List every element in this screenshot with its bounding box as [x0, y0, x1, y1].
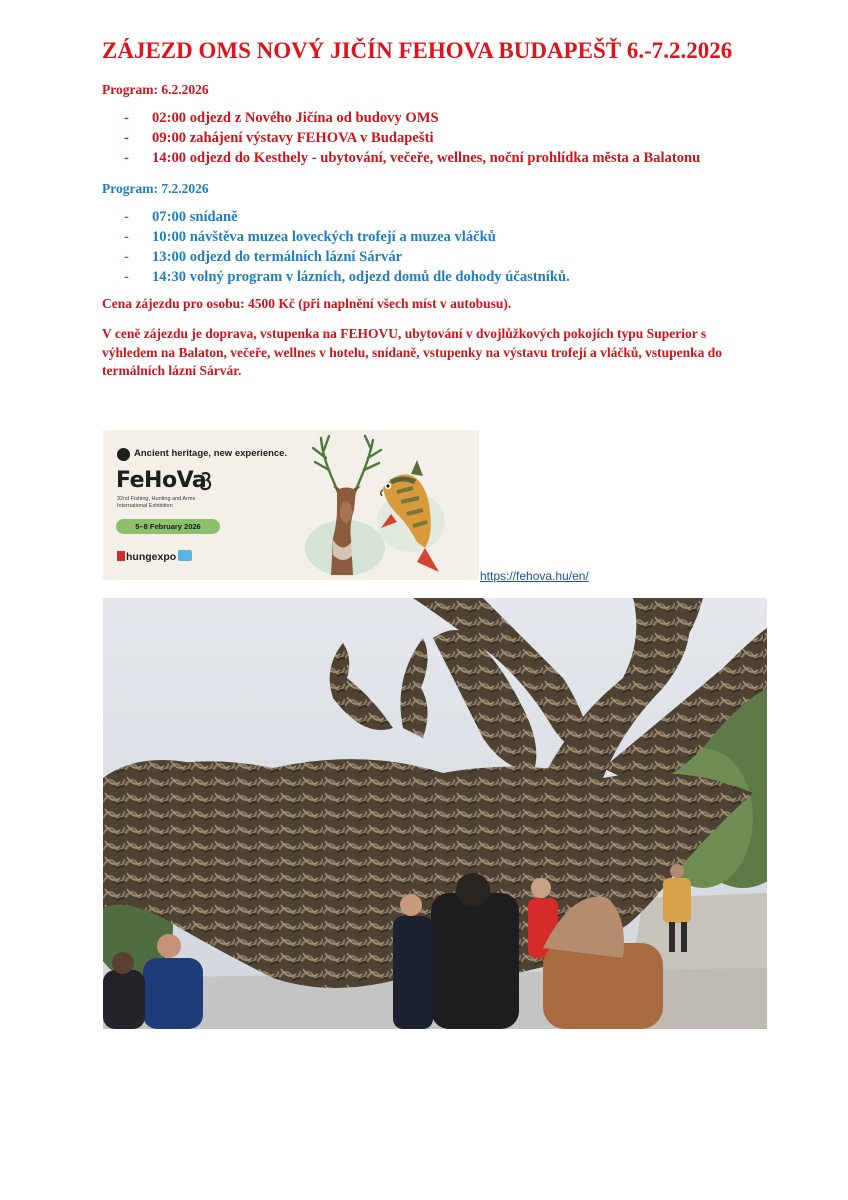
list-item: - 14:30 volný program v lázních, odjezd domů dle dohody účastníků.: [124, 269, 570, 285]
list-item: - 13:00 odjezd do termálních lázní Sárvár: [124, 249, 403, 265]
fehova-banner: [103, 430, 479, 580]
fehova-website-link[interactable]: https://fehova.hu/en/: [480, 569, 589, 583]
program-day1-list: [102, 108, 700, 168]
brand-logo-text: FeHoVa: [116, 468, 207, 493]
list-item: - 09:00 zahájení výstavy FEHOVA v Budapešti: [124, 130, 434, 146]
brand-mark-icon: [199, 470, 213, 492]
list-item: - 10:00 návštěva muzea loveckých trofejí a muzea vláčků: [124, 229, 496, 245]
antler-sculpture-photo: [103, 598, 767, 1029]
deer-fish-illustration: [293, 430, 479, 580]
program-day1-label: Program: 6.2.2026: [102, 82, 209, 97]
badge-icon: [117, 448, 130, 461]
banner-dates: 5–8 February 2026: [116, 519, 220, 534]
banner-tagline: Ancient heritage, new experience.: [134, 448, 288, 459]
list-item: - 14:00 odjezd do Kesthely - ubytování, večeře, wellnes, noční prohlídka města a Balatonu: [124, 150, 701, 166]
program-day2-list: [102, 207, 570, 287]
includes-paragraph: V ceně zájezdu je doprava, vstupenka na FEHOVU, ubytování v dvojlůžkových pokojích typu Superior s výhledem na Balaton, večeře, wellnes v hotelu, snídaně, vstupenky na výstavu trofejí a vláčků, vstupenka do termálních lázní Sárvár.: [102, 326, 723, 378]
page-title: ZÁJEZD OMS NOVÝ JIČÍN FEHOVA BUDAPEŠŤ 6.-7.2.2026: [102, 38, 733, 63]
list-item: - 07:00 snídaně: [124, 209, 238, 225]
price-line: Cena zájezdu pro osobu: 4500 Kč (při naplnění všech míst v autobusu).: [102, 296, 512, 311]
banner-subline: 32nd Fishing, Hunting and Arms International Exhibition: [117, 496, 196, 509]
hungexpo-logo: hungexpo: [117, 550, 192, 564]
deer-illustration: [313, 436, 381, 492]
program-day2-label: Program: 7.2.2026: [102, 181, 209, 196]
list-item: - 02:00 odjezd z Nového Jičína od budovy OMS: [124, 110, 439, 126]
